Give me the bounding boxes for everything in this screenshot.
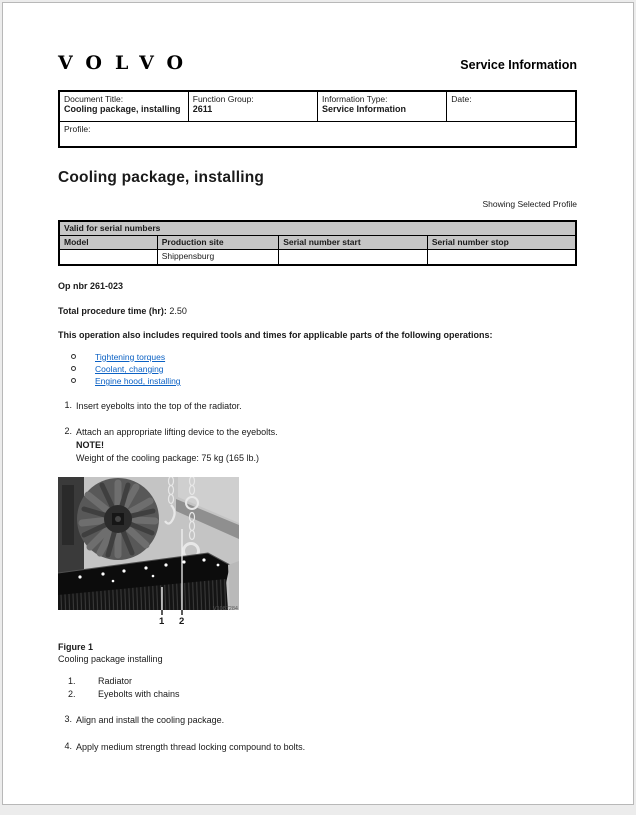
- document-title-label: Document Title:: [64, 94, 124, 104]
- step-2: [58, 426, 577, 465]
- function-group-cell: [188, 91, 317, 121]
- includes-statement: This operation also includes required tools and times for applicable parts of the following operations:: [58, 329, 493, 340]
- figure-image: [58, 477, 239, 630]
- information-type-cell: [318, 91, 447, 121]
- step-number: 2.: [64, 426, 72, 437]
- list-item: [58, 375, 577, 387]
- note-text: Weight of the cooling package: 75 kg (165 lb.): [76, 453, 259, 464]
- function-group-value: 2611: [192, 104, 213, 114]
- figure-legend: [58, 675, 577, 700]
- page-title: Cooling package, installing: [58, 169, 265, 186]
- step-3: [58, 714, 577, 727]
- col-header-production-site: Production site: [157, 236, 278, 250]
- list-item: [58, 351, 577, 363]
- profile-cell: [59, 121, 576, 147]
- note-label: NOTE!: [76, 440, 104, 451]
- legend-item: [58, 675, 577, 688]
- op-number: Op nbr 261-023: [58, 280, 124, 291]
- service-information-heading: Service Information: [460, 58, 577, 72]
- image-id-label: V1087284: [212, 606, 238, 613]
- step-number: 1.: [64, 400, 72, 411]
- page-header: [58, 52, 577, 74]
- col-header-serial-start: Serial number start: [279, 236, 428, 250]
- cell-production-site: Shippensburg: [157, 250, 278, 265]
- profile-label: Profile:: [64, 123, 91, 134]
- procedure-time-label: Total procedure time (hr):: [58, 305, 167, 316]
- link-engine-hood-installing[interactable]: Engine hood, installing: [95, 376, 181, 387]
- document-title-value: Cooling package, installing: [64, 104, 181, 114]
- related-operations-list: [58, 351, 577, 388]
- figure-caption-text: Cooling package installing: [58, 654, 163, 665]
- step-text: Align and install the cooling package.: [76, 715, 225, 726]
- callout-number-2: 2: [179, 616, 185, 628]
- circle-bullet-icon: [71, 354, 76, 359]
- figure-caption-title: Figure 1: [58, 642, 94, 653]
- col-header-serial-stop: Serial number stop: [427, 236, 576, 250]
- serial-numbers-table: [58, 220, 577, 266]
- legend-number: 1.: [68, 676, 76, 687]
- list-item: [58, 363, 577, 375]
- link-coolant-changing[interactable]: Coolant, changing: [95, 363, 164, 374]
- step-text: Insert eyebolts into the top of the radiator.: [76, 401, 242, 412]
- cell-serial-stop: [427, 250, 576, 265]
- document-title-cell: [59, 91, 188, 121]
- function-group-label: Function Group:: [192, 94, 254, 104]
- serial-table-caption: Valid for serial numbers: [59, 221, 576, 236]
- link-tightening-torques[interactable]: Tightening torques: [95, 351, 166, 362]
- document-info-table: [58, 90, 577, 148]
- step-1: [58, 400, 577, 413]
- date-label: Date:: [451, 94, 472, 104]
- step-number: 4.: [64, 741, 72, 752]
- table-row: [59, 250, 576, 265]
- legend-number: 2.: [68, 688, 76, 699]
- document-page: [2, 2, 634, 805]
- legend-text: Eyebolts with chains: [98, 688, 180, 699]
- information-type-label: Information Type:: [322, 94, 388, 104]
- procedure-time-value: 2.50: [169, 305, 187, 316]
- date-cell: [447, 91, 576, 121]
- procedure-time: [58, 306, 577, 316]
- legend-item: [58, 688, 577, 701]
- cooling-package-photo: [58, 477, 239, 630]
- legend-text: Radiator: [98, 676, 133, 687]
- fan-icon: [77, 478, 159, 560]
- step-text: Apply medium strength thread locking compound to bolts.: [76, 742, 306, 753]
- volvo-logo: VOLVO: [58, 52, 197, 74]
- step-2-main-text: Attach an appropriate lifting device to the eyebolts.: [76, 427, 278, 438]
- circle-bullet-icon: [71, 378, 76, 383]
- information-type-value: Service Information: [322, 104, 407, 114]
- callout-number-1: 1: [159, 616, 165, 628]
- cell-model: [59, 250, 157, 265]
- step-4: [58, 741, 577, 754]
- cell-serial-start: [279, 250, 428, 265]
- step-number: 3.: [64, 714, 72, 725]
- col-header-model: Model: [59, 236, 157, 250]
- showing-selected-profile-note: Showing Selected Profile: [482, 199, 577, 209]
- step-text: [76, 426, 278, 465]
- circle-bullet-icon: [71, 366, 76, 371]
